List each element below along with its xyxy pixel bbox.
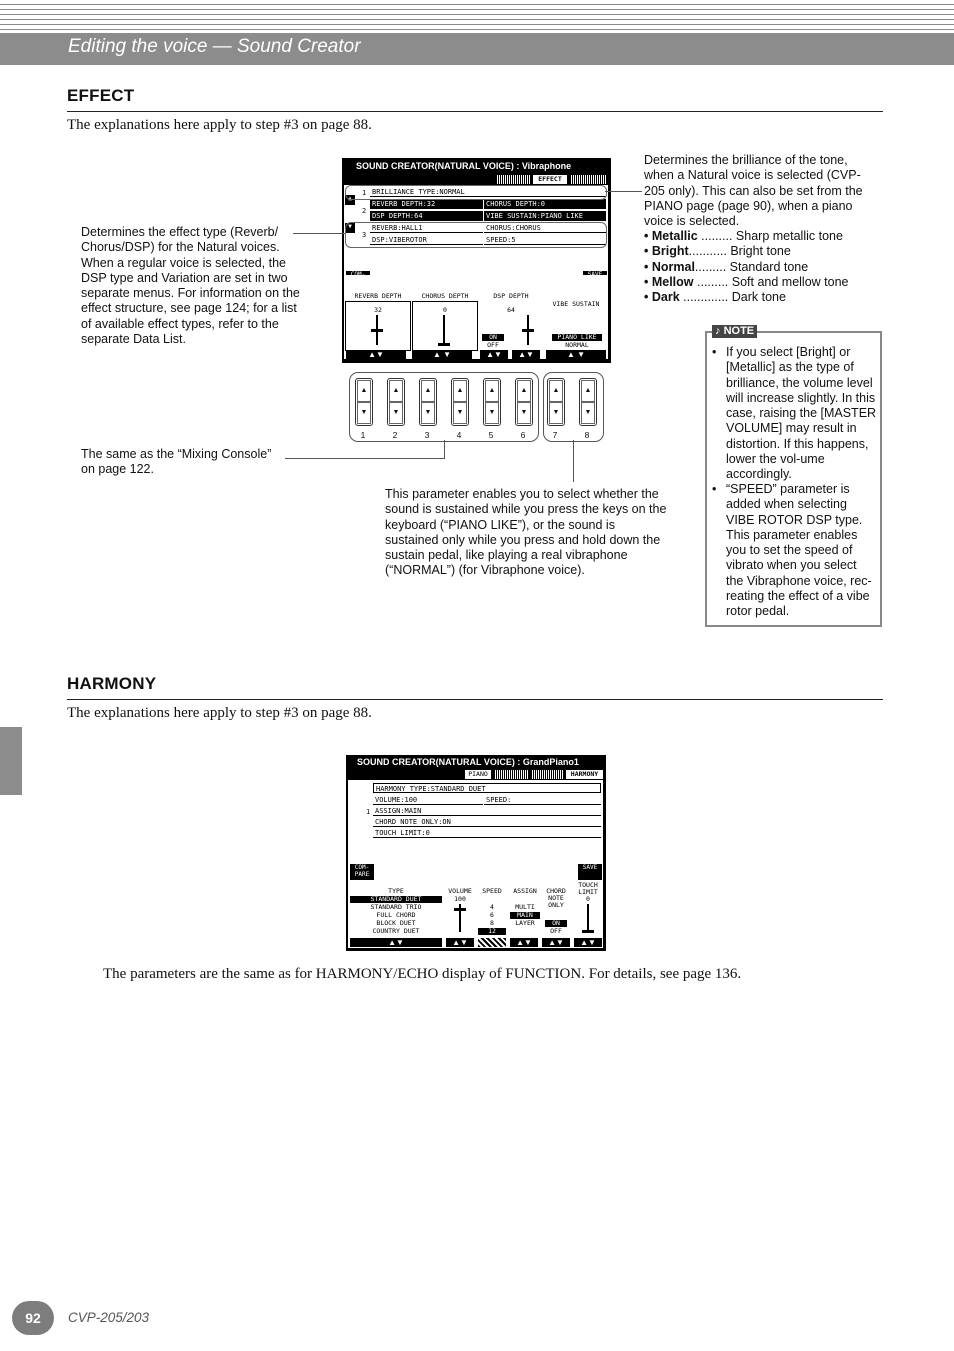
type-option[interactable]: FULL CHORD [376, 911, 416, 919]
list-item [644, 260, 808, 274]
tab-effect[interactable]: EFFECT [532, 174, 568, 185]
down-arrow-icon: ▼ [517, 402, 531, 424]
page-header-title: Editing the voice — Sound Creator [68, 36, 361, 57]
reverb-slider-knob[interactable] [371, 329, 383, 332]
effect-lcd-controls [344, 275, 608, 359]
assign-head: ASSIGN [513, 887, 537, 895]
row-number: 1 [366, 808, 371, 816]
updown-arrow-icon[interactable]: ▲▼ [542, 938, 570, 947]
list-desc: Soft and mellow tone [731, 275, 849, 289]
list-term: • Normal [644, 260, 695, 274]
list-leader: ........... [688, 244, 727, 258]
down-arrow-icon: ▼ [549, 402, 563, 424]
assign-option-selected[interactable]: MAIN [510, 912, 540, 919]
chord-on[interactable]: ON [545, 920, 567, 927]
speed-value[interactable]: 6 [490, 911, 494, 919]
callout-vibe-sustain: This parameter enables you to select whether the sound is sustained while you press the keys on the keyboard (“PIANO LIKE”), or the sound is sustained only while you press and hold down the sustain pedal, like playing a real vibraphone (“NORMAL”) (for Vibraphone voice). [385, 487, 667, 578]
updown-arrow-icon[interactable]: ▲▼ [512, 350, 540, 359]
up-arrow-icon: ▲ [421, 380, 435, 402]
chord-note-row[interactable]: CHORD NOTE ONLY:ON [373, 817, 601, 827]
list-item [644, 275, 849, 289]
button-number: 7 [552, 430, 558, 440]
touch-limit-value: 0 [586, 895, 590, 903]
updown-arrow-icon[interactable]: ▲ ▼ [546, 350, 606, 359]
vibe-normal[interactable]: NORMAL [565, 341, 589, 349]
callout-mixing-console: The same as the “Mixing Console” on page 122. [81, 447, 272, 477]
model-name: CVP-205/203 [68, 1310, 150, 1325]
side-thumb-tab [0, 727, 22, 795]
tab-inactive[interactable] [493, 769, 529, 780]
dsp-depth-head: DSP DEPTH [493, 292, 529, 300]
assign-row[interactable]: ASSIGN:MAIN [373, 806, 601, 816]
vibe-sustain-head: VIBE SUSTAIN [552, 300, 600, 308]
note-tag [712, 325, 757, 338]
button-group-1-6 [349, 372, 539, 442]
down-arrow-icon: ▼ [389, 402, 403, 424]
callout-line [605, 191, 642, 192]
type-option[interactable]: COUNTRY DUET [372, 927, 420, 935]
speed-row[interactable]: SPEED: [484, 795, 601, 805]
dsp-type-row[interactable]: DSP:VIBEROTOR [370, 235, 483, 245]
harmony-lcd-screen [346, 755, 606, 951]
list-leader: ......... [697, 229, 733, 243]
list-leader: ......... [694, 260, 727, 274]
list-item [644, 244, 791, 258]
type-option-selected[interactable]: STANDARD DUET [350, 896, 442, 903]
updown-arrow-icon[interactable]: ▲ ▼ [412, 350, 472, 359]
callout-effect-type: Determines the effect type (Reverb/ Chorus/DSP) for the Natural voices. When a regular voice is selected, the DSP type and Variation are set in two separate menus. For information on the effect structure, see page 124; for a list of available effect types, refer to the separate Data List. [81, 225, 300, 347]
harmony-heading: HARMONY [67, 674, 157, 693]
callout-line [573, 440, 574, 482]
tab-piano[interactable]: PIANO [464, 769, 492, 780]
chord-off[interactable]: OFF [550, 927, 562, 935]
up-arrow-icon[interactable]: ▲ [345, 195, 355, 205]
up-arrow-icon: ▲ [581, 380, 595, 402]
chorus-slider-knob[interactable] [438, 343, 450, 346]
button-number: 6 [520, 430, 526, 440]
list-leader: ......... [693, 275, 729, 289]
harmony-lcd-title: SOUND CREATOR(NATURAL VOICE) : GrandPiano1 [357, 757, 579, 767]
speed-row[interactable]: SPEED:5 [484, 235, 606, 245]
disabled-arrow-icon [478, 938, 506, 947]
volume-value: 100 [454, 895, 466, 903]
row-number: 1 [362, 189, 367, 197]
volume-row[interactable]: VOLUME:100 [373, 795, 483, 805]
button-number: 5 [488, 430, 494, 440]
harmony-intro: The explanations here apply to step #3 on page 88. [67, 705, 372, 721]
row-number: 2 [362, 207, 367, 215]
page-number: 92 [12, 1301, 54, 1335]
panel-button-5[interactable] [483, 378, 501, 426]
list-term: • Metallic [644, 229, 698, 243]
list-desc: Sharp metallic tone [735, 229, 843, 243]
header-stripe [0, 24, 954, 25]
row-number: 3 [362, 231, 367, 239]
button-number: 2 [392, 430, 398, 440]
type-head: TYPE [388, 887, 404, 895]
down-arrow-icon: ▼ [581, 402, 595, 424]
panel-button-1[interactable] [355, 378, 373, 426]
speed-value[interactable]: 8 [490, 919, 494, 927]
effect-rule [67, 111, 883, 112]
updown-arrow-icon[interactable]: ▲▼ [446, 938, 474, 947]
list-desc: Bright tone [730, 244, 791, 258]
vibe-piano-like[interactable]: PIANO LIKE [552, 334, 602, 341]
tab-harmony[interactable]: HARMONY [565, 769, 604, 780]
updown-arrow-icon[interactable]: ▲▼ [346, 350, 406, 359]
button-number: 1 [360, 430, 366, 440]
speed-value-selected[interactable]: 12 [478, 928, 506, 935]
dsp-on[interactable]: ON [482, 334, 504, 341]
button-number: 3 [424, 430, 430, 440]
chorus-depth-row[interactable]: CHORUS DEPTH:0 [484, 199, 606, 209]
list-term: • Dark [644, 290, 680, 304]
callout-brilliance: Determines the brilliance of the tone, when a Natural voice is selected (CVP-205 only). This can also be set from the PIANO page (page 90), when a piano voice is selected. [644, 153, 863, 229]
down-arrow-icon: ▼ [357, 402, 371, 424]
effect-intro: The explanations here apply to step #3 on page 88. [67, 117, 372, 133]
down-arrow-icon: ▼ [421, 402, 435, 424]
dsp-slider-knob[interactable] [522, 329, 534, 332]
vibe-sustain-row[interactable]: VIBE SUSTAIN:PIANO LIKE [484, 211, 606, 221]
effect-heading: EFFECT [67, 86, 135, 105]
header-stripe [0, 29, 954, 30]
up-arrow-icon: ▲ [453, 380, 467, 402]
button-number: 8 [584, 430, 590, 440]
bullet: • [712, 482, 717, 496]
volume-slider-knob[interactable] [454, 908, 466, 911]
assign-option[interactable]: LAYER [515, 919, 535, 927]
tab-inactive[interactable] [569, 174, 608, 185]
reverb-depth-head: REVERB DEPTH [354, 292, 402, 300]
list-desc: Dark tone [731, 290, 786, 304]
assign-option[interactable]: MULTI [515, 903, 535, 911]
header-stripe [0, 14, 954, 15]
note-item-2: “SPEED” parameter is added when selecting VIBE ROTOR DSP type. This parameter enables you to set the speed of vibrato when you select the Vibraphone voice, rec-reating the effect of a vibe rotor pedal. [726, 482, 872, 619]
tab-inactive[interactable] [495, 174, 531, 185]
updown-arrow-icon[interactable]: ▲▼ [574, 938, 602, 947]
harmony-lcd-body [348, 780, 603, 948]
harmony-rule [67, 699, 883, 700]
effect-lcd-title: SOUND CREATOR(NATURAL VOICE) : Vibraphone [356, 161, 572, 171]
list-item [644, 229, 843, 243]
panel-button-8[interactable] [579, 378, 597, 426]
up-arrow-icon: ▲ [357, 380, 371, 402]
updown-arrow-icon[interactable]: ▲▼ [350, 938, 442, 947]
compare-button[interactable]: COM-PARE [350, 864, 374, 880]
panel-button-6[interactable] [515, 378, 533, 426]
up-arrow-icon: ▲ [517, 380, 531, 402]
chorus-depth-head: CHORUS DEPTH [421, 292, 469, 300]
type-option[interactable]: BLOCK DUET [376, 919, 416, 927]
touch-limit-slider[interactable] [587, 904, 589, 932]
harmony-type-row[interactable]: HARMONY TYPE:STANDARD DUET [373, 783, 601, 793]
touch-limit-row[interactable]: TOUCH LIMIT:0 [373, 828, 601, 838]
header-stripe [0, 19, 954, 20]
bullet: • [712, 345, 717, 359]
volume-head: VOLUME [448, 887, 472, 895]
chorus-slider[interactable] [443, 315, 445, 345]
updown-arrow-icon[interactable]: ▲▼ [480, 350, 508, 359]
list-term: • Mellow [644, 275, 694, 289]
callout-line [285, 458, 445, 459]
tab-inactive[interactable] [530, 769, 564, 780]
save-button[interactable]: SAVE [578, 864, 602, 880]
list-item [644, 290, 786, 304]
header-stripe [0, 9, 954, 10]
panel-button-7[interactable] [547, 378, 565, 426]
down-arrow-icon: ▼ [453, 402, 467, 424]
note-label: NOTE [723, 325, 755, 337]
highlight-effect-type [345, 222, 607, 248]
list-term: • Bright [644, 244, 689, 258]
up-arrow-icon: ▲ [549, 380, 563, 402]
type-option[interactable]: STANDARD TRIO [370, 903, 422, 911]
chorus-type-row[interactable]: CHORUS:CHORUS [484, 223, 606, 233]
highlight-brilliance [345, 185, 607, 200]
harmony-body-text: The parameters are the same as for HARMONY/ECHO display of FUNCTION. For details, see page 136. [103, 966, 742, 982]
reverb-type-row[interactable]: REVERB:HALL1 [370, 223, 483, 233]
dsp-depth-value: 64 [507, 306, 515, 314]
dsp-off[interactable]: OFF [487, 341, 499, 349]
music-note-icon: ♪ [715, 325, 721, 337]
speed-head: SPEED [482, 887, 502, 895]
note-item-1: If you select [Bright] or [Metallic] as the type of brilliance, the volume level will increase slightly. In this case, raising the [MASTER VOLUME] may result in distortion. If this happens, lower the vol-ume accordingly. [726, 345, 877, 482]
panel-button-4[interactable] [451, 378, 469, 426]
list-desc: Standard tone [729, 260, 809, 274]
down-arrow-icon: ▼ [485, 402, 499, 424]
button-number: 4 [456, 430, 462, 440]
reverb-depth-row[interactable]: REVERB DEPTH:32 [370, 199, 483, 209]
up-arrow-icon: ▲ [389, 380, 403, 402]
updown-arrow-icon[interactable]: ▲▼ [510, 938, 538, 947]
touch-limit-head: TOUCH LIMIT [578, 881, 598, 896]
chorus-depth-value: 0 [443, 306, 447, 314]
list-leader: ............. [679, 290, 729, 304]
header-stripe [0, 4, 954, 5]
panel-button-3[interactable] [419, 378, 437, 426]
panel-button-2[interactable] [387, 378, 405, 426]
callout-line [444, 440, 445, 459]
reverb-depth-value: 32 [374, 306, 382, 314]
dsp-depth-row[interactable]: DSP DEPTH:64 [370, 211, 483, 221]
down-arrow-icon[interactable]: ▼ [345, 223, 355, 233]
reverb-slider-frame[interactable] [345, 301, 411, 351]
param-text: BRILLIANCE TYPE:NORMAL [372, 188, 465, 196]
up-arrow-icon: ▲ [485, 380, 499, 402]
chord-note-head: CHORD NOTE ONLY [546, 887, 566, 909]
speed-value[interactable]: 4 [490, 903, 494, 911]
touch-limit-slider-knob[interactable] [582, 930, 594, 933]
